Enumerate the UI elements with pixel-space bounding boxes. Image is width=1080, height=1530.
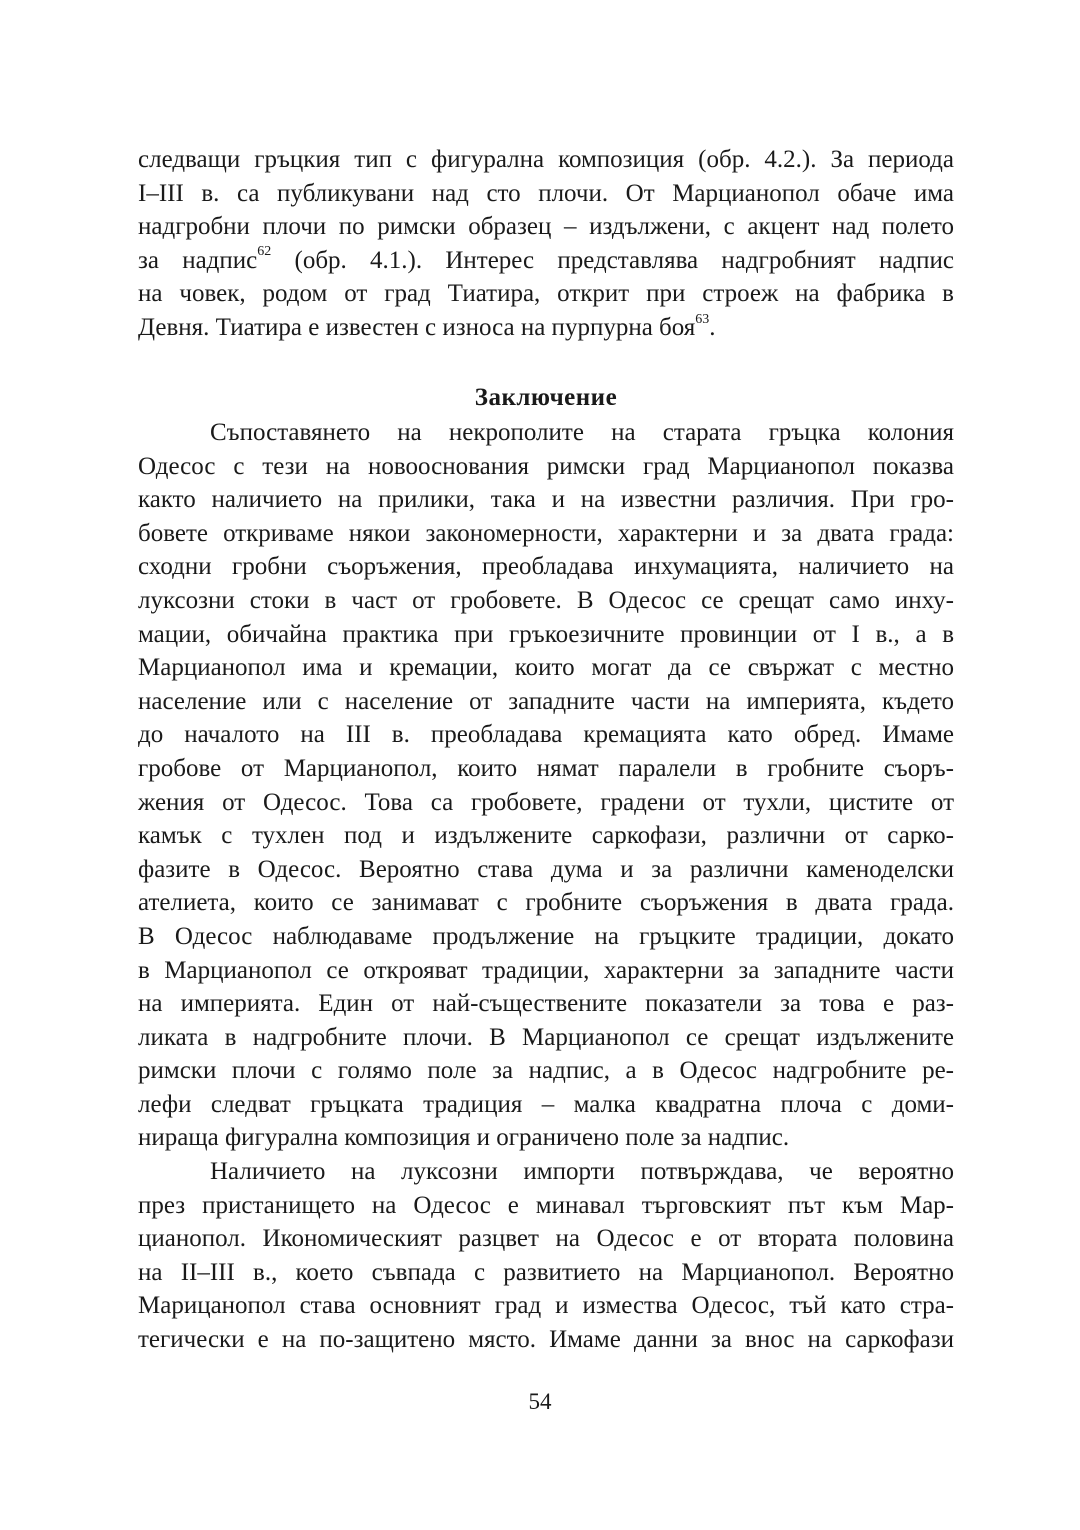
page-number: 54 (528, 1389, 552, 1414)
text-line: римски плочи с голямо поле за надпис, а в Одесос надгробните ре- (138, 1057, 954, 1085)
text-line: луксозни стоки в част от гробовете. В Одесос се срещат само инху- (138, 586, 954, 614)
text-line: до началото на III в. преобладава кремацията като обред. Имаме (138, 721, 954, 749)
text-line: камък с тухлен под и издължените саркофази, различни от сарко- (138, 822, 954, 850)
text-line: сходни гробни съоръжения, преобладава инхумацията, наличието на (138, 553, 954, 581)
text-fragment: Девня. Тиатира е известен с износа на пурпурна боя (138, 313, 696, 341)
text-fragment: за надпис (138, 246, 258, 274)
text-line: на II–III в., което съвпада с развитието на Марцианопол. Вероятно (138, 1258, 954, 1286)
text-line: мации, обичайна практика при гръкоезичните провинции от I в., а в (138, 620, 954, 648)
text-line: надгробни плочи по римски образец – издължени, с акцент над полето (138, 213, 954, 241)
text-line: ателиета, които се занимават с гробните съоръжения в двата града. (138, 889, 954, 917)
text-line: Съпоставянето на некрополите на старата гръцка колония (210, 419, 954, 446)
text-line (138, 244, 954, 278)
text-line: Наличието на луксозни импорти потвърждава, че вероятно (210, 1158, 954, 1186)
text-line: население или с население от западните части на империята, където (138, 687, 954, 715)
text-fragment: (обр. 4.1.). Интерес представлява надгробният надпис (294, 246, 954, 274)
conclusion-text (138, 416, 954, 1357)
intro-paragraph (138, 143, 954, 345)
text-line: както наличието на прилики, така и на известни различия. При гро- (138, 486, 954, 514)
text-line: следващи гръцкия тип с фигурална композиция (обр. 4.2.). За периода (138, 146, 954, 173)
footnote-ref: 63 (695, 311, 710, 327)
text-line: гробове от Марцианопол, които нямат паралели в гробните съоръ- (138, 754, 954, 782)
text-line: Марицанопол става основният град и измества Одесос, тъй като стра- (138, 1292, 954, 1320)
text-line: нираща фигурална композиция и ограничено поле за надпис. (138, 1124, 790, 1152)
text-line: тегически е на по-защитено място. Имаме данни за внос на саркофази (138, 1326, 954, 1354)
text-line: лефи следват гръцката традиция – малка квадратна плоча с доми- (138, 1090, 954, 1118)
text-line: I–III в. са публикувани над сто плочи. От Марцианопол обаче има (138, 179, 954, 207)
text-line: на човек, родом от град Тиатира, открит при строеж на фабрика в (138, 280, 954, 308)
text-line: през пристанището на Одесос е минавал търговският път към Мар- (138, 1191, 954, 1219)
text-line: В Одесос наблюдаваме продължение на гръцките традиции, докато (138, 922, 954, 950)
text-line (138, 311, 954, 345)
text-fragment: . (709, 313, 716, 341)
section-heading: Заключение (474, 384, 618, 411)
text-line: Одесос с тези на новооснования римски град Марцианопол показва (138, 452, 954, 480)
text-line: жения от Одесос. Това са гробовете, градени от тухли, цистите от (138, 788, 954, 816)
text-line: в Марцианопол се открояват традиции, характерни за западните части (138, 956, 954, 984)
text-line: фазите в Одесос. Вероятно става дума и за различни каменоделски (138, 855, 954, 883)
text-line: Марцианопол има и кремации, които могат да се свържат с местно (138, 654, 954, 682)
footnote-ref: 62 (257, 244, 272, 260)
text-line: цианопол. Икономическият разцвет на Одесос е от втората половина (138, 1225, 954, 1253)
text-line: на империята. Един от най-съществените показатели за това е раз- (138, 990, 954, 1018)
text-line: ликата в надгробните плочи. В Марцианопол се срещат издължените (138, 1023, 954, 1051)
text-line: бовете откриваме някои закономерности, характерни и за двата града: (138, 519, 954, 547)
